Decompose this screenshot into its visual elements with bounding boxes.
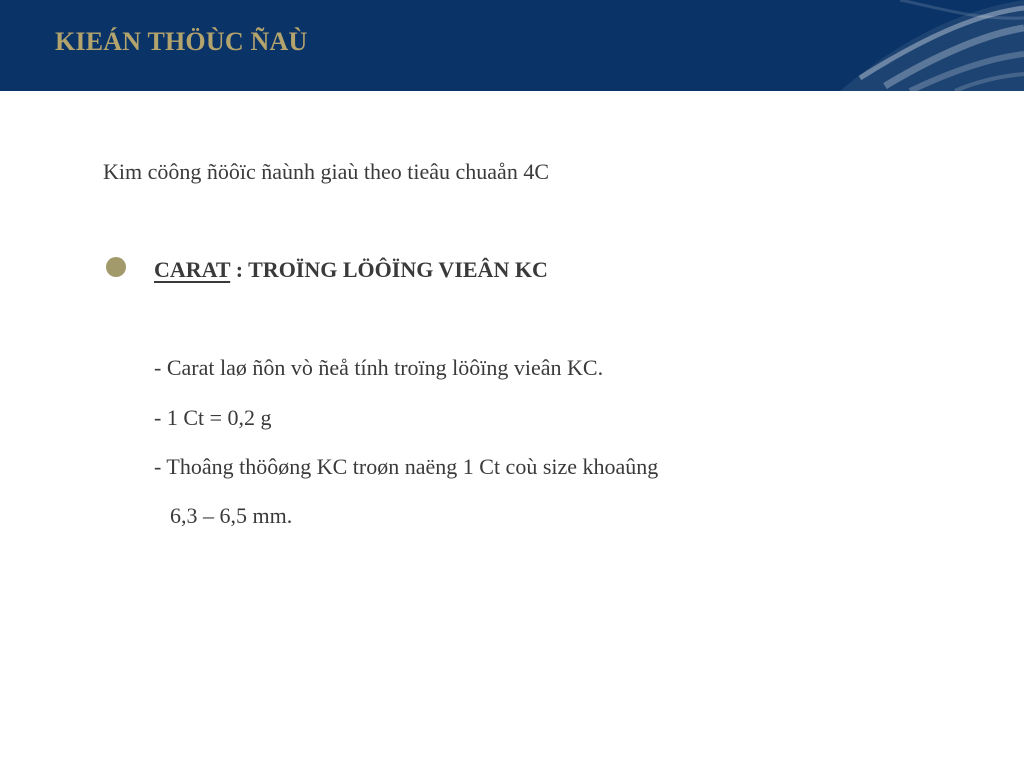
carat-term: CARAT — [154, 257, 231, 282]
bullet-heading-rest: : TROÏNG LÖÔÏNG VIEÂN KC — [230, 257, 548, 282]
body-line-size-range: 6,3 – 6,5 mm. — [170, 503, 293, 528]
slide-title: KIEÁN THÖÙC ÑAÙ — [55, 27, 308, 56]
body-line-size: - Thoâng thöôøng KC troøn naëng 1 Ct coù size khoaûng — [154, 454, 659, 479]
intro-text: Kim cöông ñöôïc ñaùnh giaù theo tieâu chuaån 4C — [103, 159, 549, 184]
body-line-definition: - Carat laø ñôn vò ñeå tính troïng löôïng vieân KC. — [154, 355, 604, 380]
bullet-dot-icon — [106, 257, 126, 277]
bullet-heading — [154, 257, 548, 283]
header-band — [0, 0, 1024, 91]
body-line-conversion: - 1 Ct = 0,2 g — [154, 405, 272, 430]
